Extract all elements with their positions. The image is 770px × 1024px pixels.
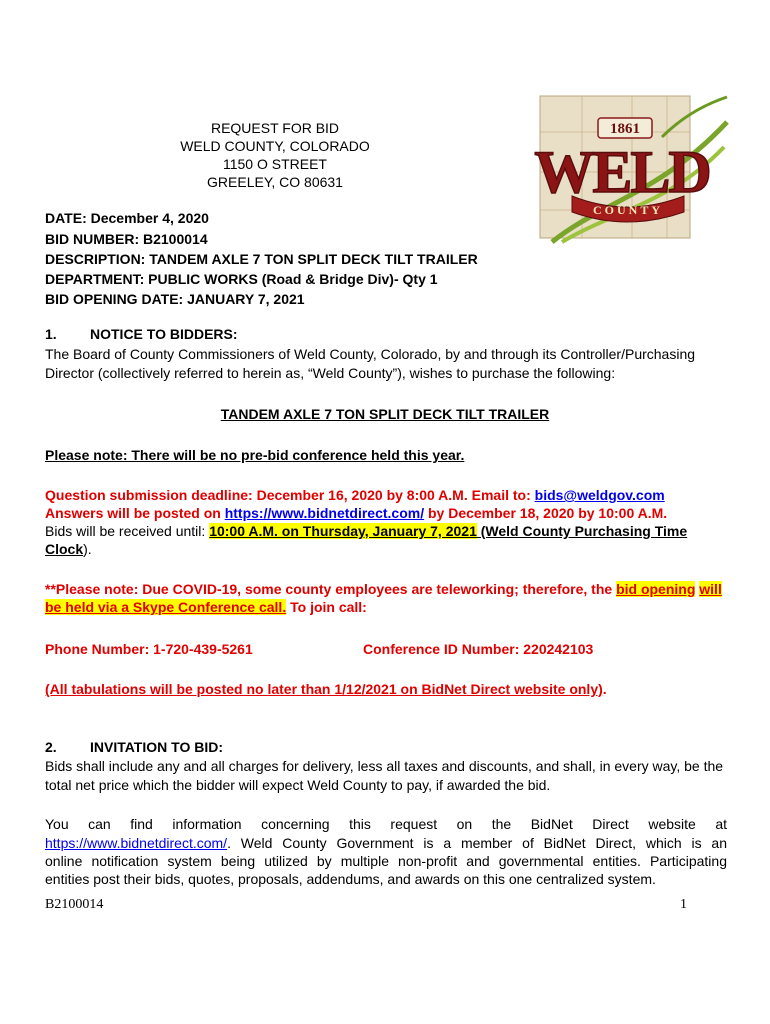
- bidnet-paragraph-line-4: entities post their bids, quotes, proposals, addendums, and awards on this one centralized system.: [45, 871, 656, 887]
- header-line-4: GREELEY, CO 80631: [207, 174, 343, 190]
- section-1-body: The Board of County Commissioners of Weld County, Colorado, by and through its Controller/Purchasing Director (collectively referred to herein as, “Weld County”), wishes to purchase the following:: [45, 346, 696, 381]
- logo-name: WELD: [534, 139, 710, 205]
- footer-bid-number: B2100014: [45, 897, 104, 912]
- section-1-title: NOTICE TO BIDDERS:: [90, 326, 238, 342]
- answers-date: by December 18, 2020 by 10:00 A.M.: [424, 505, 668, 521]
- covid-highlight-2: will be held via a Skype Conference call.: [45, 581, 722, 615]
- phone-number: Phone Number: 1-720-439-5261: [45, 641, 253, 657]
- header-line-3: 1150 O STREET: [222, 156, 327, 172]
- pre-bid-note: Please note: There will be no pre-bid conference held this year.: [45, 447, 465, 463]
- bid-number: BID NUMBER: B2100014: [45, 231, 208, 247]
- section-2-number: 2.: [45, 739, 57, 755]
- header-line-2: WELD COUNTY, COLORADO: [180, 138, 370, 154]
- tabulations-end: .: [602, 681, 607, 697]
- item-title: TANDEM AXLE 7 TON SPLIT DECK TILT TRAILER: [220, 406, 550, 422]
- covid-notice: [45, 580, 727, 616]
- bidnet-website-link[interactable]: https://www.bidnetdirect.com/: [45, 835, 228, 851]
- section-2-title: INVITATION TO BID:: [90, 739, 223, 755]
- bids-email-link[interactable]: bids@weldgov.com: [534, 487, 665, 503]
- question-deadline: [45, 486, 665, 504]
- question-deadline-text: Question submission deadline: December 16, 2020 by 8:00 A.M. Email to:: [45, 487, 535, 503]
- bidnet-paragraph-line-3: online notification system being utilized by multiple non-profit and governmental entities. Participating: [45, 853, 727, 869]
- bids-received: [45, 522, 727, 558]
- logo-year: 1861: [610, 121, 640, 137]
- header-line-1: REQUEST FOR BID: [210, 120, 340, 136]
- bidnet-paragraph-text: . Weld County Government is a member of BidNet Direct, which is an: [227, 835, 727, 851]
- bid-opening-date: BID OPENING DATE: JANUARY 7, 2021: [45, 291, 305, 307]
- logo-sub: COUNTY: [592, 203, 664, 217]
- bidnet-link[interactable]: https://www.bidnetdirect.com/: [224, 505, 425, 521]
- bidnet-paragraph-line-2: [45, 834, 727, 853]
- answers-text: Answers will be posted on: [45, 505, 225, 521]
- purchasing-time-clock: (Weld County Purchasing Time Clock: [45, 523, 688, 557]
- section-1-number: 1.: [45, 326, 57, 342]
- bids-received-end: ).: [83, 541, 92, 557]
- tabulations-notice: [45, 680, 607, 698]
- covid-join: To join call:: [286, 599, 367, 615]
- conference-id: Conference ID Number: 220242103: [363, 641, 594, 657]
- weld-county-logo: [512, 92, 730, 244]
- bid-department: DEPARTMENT: PUBLIC WORKS (Road & Bridge Div)- Qty 1: [45, 271, 438, 287]
- answers-posted: [45, 504, 667, 522]
- bidnet-paragraph-line-1: You can find information concerning this request on the BidNet Direct website at: [45, 816, 727, 832]
- bid-deadline-time: 10:00 A.M. on Thursday, January 7, 2021: [209, 523, 477, 539]
- footer-page-number: 1: [680, 897, 687, 912]
- section-2-body: Bids shall include any and all charges for delivery, less all taxes and discounts, and shall, in every way, be the total net price which the bidder will expect Weld County to pay, if awarded the bid.: [45, 758, 724, 793]
- tabulations-text: (All tabulations will be posted no later than 1/12/2021 on BidNet Direct website only): [45, 681, 603, 697]
- bid-description: DESCRIPTION: TANDEM AXLE 7 TON SPLIT DECK TILT TRAILER: [45, 251, 478, 267]
- bid-date: DATE: December 4, 2020: [45, 210, 209, 226]
- bids-received-text: Bids will be received until:: [45, 523, 210, 539]
- covid-highlight-1: bid opening: [616, 581, 696, 597]
- covid-text: **Please note: Due COVID-19, some county employees are teleworking; therefore, the: [45, 581, 617, 597]
